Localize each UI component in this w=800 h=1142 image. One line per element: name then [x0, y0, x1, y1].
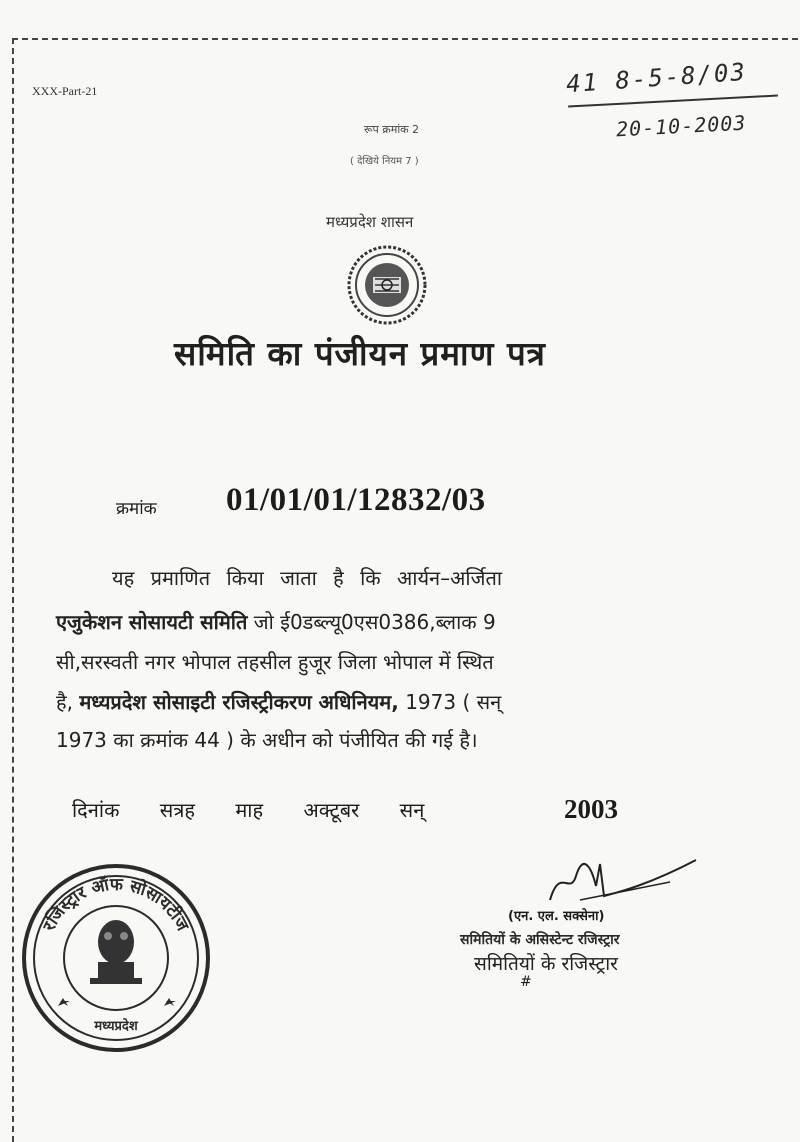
society-name: एजुकेशन सोसायटी समिति [56, 610, 248, 634]
state-emblem-icon [346, 244, 428, 326]
act-name: मध्यप्रदेश सोसाइटी रजिस्ट्रीकरण अधिनियम, [79, 690, 399, 714]
registration-label: क्रमांक [116, 499, 157, 519]
body-line-2 [56, 608, 496, 635]
signature-scribble [540, 856, 700, 906]
rule-reference: ( देखिये नियम 7 ) [350, 156, 419, 167]
registration-number: 01/01/01/12832/03 [226, 482, 486, 518]
body-line-4 [56, 688, 501, 715]
handwritten-number: 41 8-5-8/03 [565, 57, 748, 99]
certificate-title: समिति का पंजीयन प्रमाण पत्र [174, 334, 546, 373]
date-text: दिनांक सत्रह माह अक्टूबर सन् [72, 798, 425, 822]
form-number: रूप क्रमांक 2 [364, 123, 420, 136]
signatory-designation-stamp: समितियों के असिस्टेन्ट रजिस्ट्रार [460, 932, 620, 948]
signatory-designation: समितियों के रजिस्ट्रार [474, 953, 618, 975]
body-line-4-start: है, [56, 690, 80, 714]
body-line-5: 1973 का क्रमांक 44 ) के अधीन को पंजीयित की गई है। [56, 728, 478, 752]
form-code: XXX-Part-21 [32, 84, 98, 98]
body-line-1: यह प्रमाणित किया जाता है कि आर्यन–अर्जिता [112, 566, 503, 590]
body-line-4-end: 1973 ( सन् [398, 690, 502, 714]
signatory-name: (एन. एल. सक्सेना) [508, 909, 605, 924]
date-year: 2003 [564, 794, 618, 824]
seal-text: रजिस्ट्रार ऑफ सोसायटीज [39, 874, 193, 935]
government-heading: मध्यप्रदेश शासन [326, 213, 414, 231]
registrar-seal-icon [18, 860, 214, 1056]
handwritten-date: 20-10-2003 [615, 110, 747, 142]
body-line-3: सी,सरस्वती नगर भोपाल तहसील हुजूर जिला भोपाल में स्थित [56, 650, 494, 674]
signature-mark: # [520, 974, 532, 990]
seal-bottom-text: मध्यप्रदेश [94, 1019, 138, 1034]
body-line-2-rest: जो ई0डब्ल्यू0एस0386,ब्लाक 9 [247, 610, 496, 634]
